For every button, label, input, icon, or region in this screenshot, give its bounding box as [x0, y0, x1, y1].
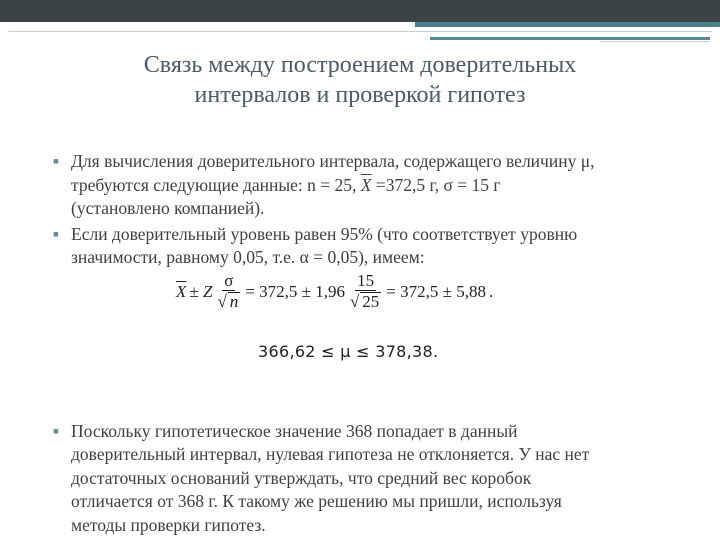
header-bar	[0, 0, 720, 22]
formula-denominator: √ n	[217, 291, 239, 311]
bullet-text-line: достаточных оснований утверждать, что средний вес коробок	[71, 467, 532, 488]
formula-sigma: σ	[224, 270, 234, 290]
bullet-text-line: Если доверительный уровень равен 95% (что соответствует уровню	[71, 223, 578, 244]
bullet-icon: ▪	[52, 420, 60, 441]
bullet-icon: ▪	[52, 223, 60, 244]
confidence-interval-formula	[176, 272, 493, 312]
formula-xbar: $\overline{X}$	[176, 281, 187, 301]
header-accent-bar	[415, 22, 720, 27]
bullet-icon: ▪	[52, 151, 60, 171]
formula-fraction-15	[350, 272, 381, 312]
formula-fraction-sigma	[217, 272, 240, 312]
formula-num-15: 15	[357, 270, 375, 290]
bullet-item-confidence-level	[44, 223, 684, 270]
interval-result: 366,62 ≤ μ ≤ 378,38.	[258, 341, 439, 361]
formula-area	[44, 270, 684, 420]
formula-sqrt-n: n	[229, 291, 239, 311]
slide-title	[60, 50, 660, 110]
formula-eq1: = 372,5 ± 1,96	[245, 281, 345, 301]
divider-line	[8, 31, 712, 32]
bullet-text-line: отличается от 368 г. К такому же решению мы пришли, используя	[71, 491, 562, 511]
bullet-item-data	[44, 150, 684, 221]
bullet-text: =372,5 г, σ = 15 г	[371, 174, 501, 195]
bullet-text-line: Для вычисления доверительного интервала, содержащего величину μ,	[71, 151, 595, 171]
formula-sqrt-25: 25	[362, 291, 380, 311]
formula-end: .	[488, 281, 494, 301]
bullet-text-line: доверительный интервал, нулевая гипотеза не отклоняется. У нас нет	[71, 444, 590, 464]
bullet-text-line: значимости, равному 0,05, т.е. α = 0,05), имеем:	[71, 247, 425, 267]
formula-denominator: √ 25	[349, 291, 380, 311]
bullet-text-line: методы проверки гипотез.	[71, 514, 266, 535]
bullet-text-line: Поскольку гипотетическое значение 368 попадает в данный	[71, 420, 518, 441]
bullet-text-line: (установлено компанией).	[71, 198, 265, 218]
formula-eq2: = 372,5 ± 5,88	[386, 281, 486, 301]
slide-content	[44, 150, 684, 537]
slide-title-line-2: интервалов и проверкой гипотез	[194, 82, 526, 108]
divider-line-short	[600, 41, 710, 42]
sample-mean-symbol: $\overline{X}$	[360, 174, 372, 195]
bullet-text-line	[71, 174, 684, 198]
accent-divider	[430, 37, 710, 40]
slide-title-line-1: Связь между построением доверительных	[143, 52, 577, 78]
bullet-item-conclusion	[44, 420, 684, 538]
formula-pm-z: ± Z	[189, 281, 213, 301]
bullet-text: требуются следующие данные: n = 25,	[71, 174, 361, 195]
